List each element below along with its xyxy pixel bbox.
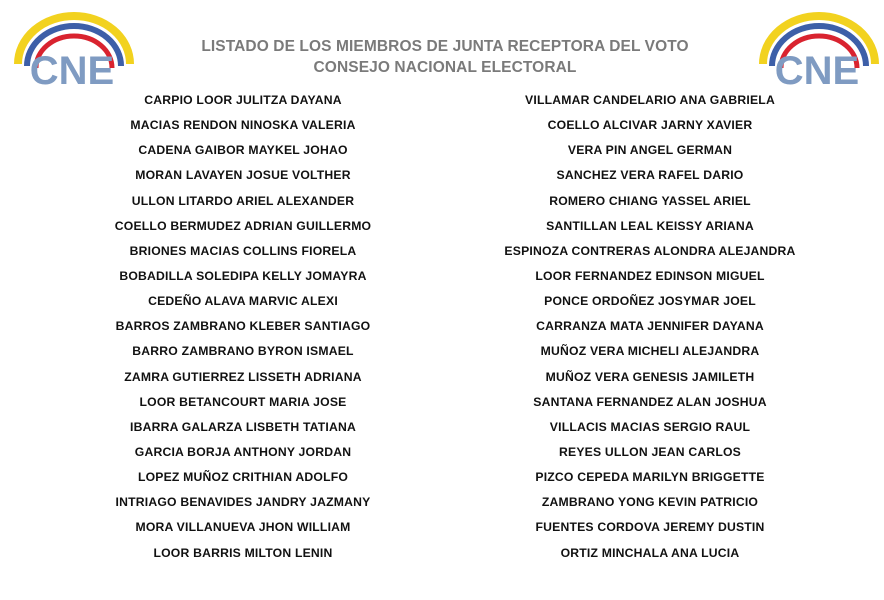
member-name: MUÑOZ VERA GENESIS JAMILETH xyxy=(545,369,755,384)
member-name: BOBADILLA SOLEDIPA KELLY JOMAYRA xyxy=(119,268,367,283)
member-name: MACIAS RENDON NINOSKA VALERIA xyxy=(130,118,356,133)
document-header xyxy=(190,36,700,78)
member-name: MORA VILLANUEVA JHON WILLIAM xyxy=(135,520,351,535)
member-name: ORTIZ MINCHALA ANA LUCIA xyxy=(560,545,740,560)
document-subtitle: CONSEJO NACIONAL ELECTORAL xyxy=(313,59,577,76)
member-name: REYES ULLON JEAN CARLOS xyxy=(558,444,741,459)
member-name: LOPEZ MUÑOZ CRITHIAN ADOLFO xyxy=(137,470,349,485)
member-name: PIZCO CEPEDA MARILYN BRIGGETTE xyxy=(535,470,765,485)
member-name: VILLAMAR CANDELARIO ANA GABRIELA xyxy=(525,93,775,107)
member-name: FUENTES CORDOVA JEREMY DUSTIN xyxy=(535,520,765,535)
document-title: LISTADO DE LOS MIEMBROS DE JUNTA RECEPTORA DEL VOTO xyxy=(201,38,689,55)
member-name: VERA PIN ANGEL GERMAN xyxy=(567,143,733,158)
members-left-column xyxy=(88,88,398,566)
member-name: ULLON LITARDO ARIEL ALEXANDER xyxy=(131,193,355,208)
member-name: COELLO ALCIVAR JARNY XAVIER xyxy=(547,118,753,133)
member-name: CARPIO LOOR JULITZA DAYANA xyxy=(144,93,342,107)
member-name: SANTANA FERNANDEZ ALAN JOSHUA xyxy=(533,394,767,409)
member-name: CADENA GAIBOR MAYKEL JOHAO xyxy=(138,143,348,158)
member-name: SANCHEZ VERA RAFEL DARIO xyxy=(556,168,744,183)
cne-logo-graphic xyxy=(10,6,134,88)
member-name: BARROS ZAMBRANO KLEBER SANTIAGO xyxy=(115,319,371,334)
member-name: ROMERO CHIANG YASSEL ARIEL xyxy=(549,193,751,208)
member-name: PONCE ORDOÑEZ JOSYMAR JOEL xyxy=(544,294,756,309)
member-name: MUÑOZ VERA MICHELI ALEJANDRA xyxy=(540,344,760,359)
member-name: CARRANZA MATA JENNIFER DAYANA xyxy=(536,319,764,334)
cne-logo-left xyxy=(10,6,134,88)
members-right-column xyxy=(480,88,820,566)
member-name: ESPINOZA CONTRERAS ALONDRA ALEJANDRA xyxy=(504,243,796,258)
member-name: IBARRA GALARZA LISBETH TATIANA xyxy=(129,419,357,434)
member-name: INTRIAGO BENAVIDES JANDRY JAZMANY xyxy=(115,495,371,510)
member-name: LOOR BARRIS MILTON LENIN xyxy=(153,545,333,560)
member-name: LOOR BETANCOURT MARIA JOSE xyxy=(139,394,347,409)
member-name: COELLO BERMUDEZ ADRIAN GUILLERMO xyxy=(114,218,372,233)
cne-logo-graphic xyxy=(755,6,879,88)
member-name: ZAMBRANO YONG KEVIN PATRICIO xyxy=(541,495,759,510)
member-name: BRIONES MACIAS COLLINS FIORELA xyxy=(129,243,357,258)
member-name: VILLACIS MACIAS SERGIO RAUL xyxy=(549,419,751,434)
member-name: LOOR FERNANDEZ EDINSON MIGUEL xyxy=(535,268,765,283)
cne-logo-right xyxy=(755,6,879,88)
cne-logo-text: CNE xyxy=(29,49,115,88)
cne-logo-text: CNE xyxy=(774,49,860,88)
member-name: SANTILLAN LEAL KEISSY ARIANA xyxy=(546,218,754,233)
member-name: CEDEÑO ALAVA MARVIC ALEXI xyxy=(148,294,338,309)
member-name: ZAMRA GUTIERREZ LISSETH ADRIANA xyxy=(124,369,362,384)
member-name: BARRO ZAMBRANO BYRON ISMAEL xyxy=(132,344,354,359)
member-name: GARCIA BORJA ANTHONY JORDAN xyxy=(134,444,352,459)
member-name: MORAN LAVAYEN JOSUE VOLTHER xyxy=(135,168,351,183)
